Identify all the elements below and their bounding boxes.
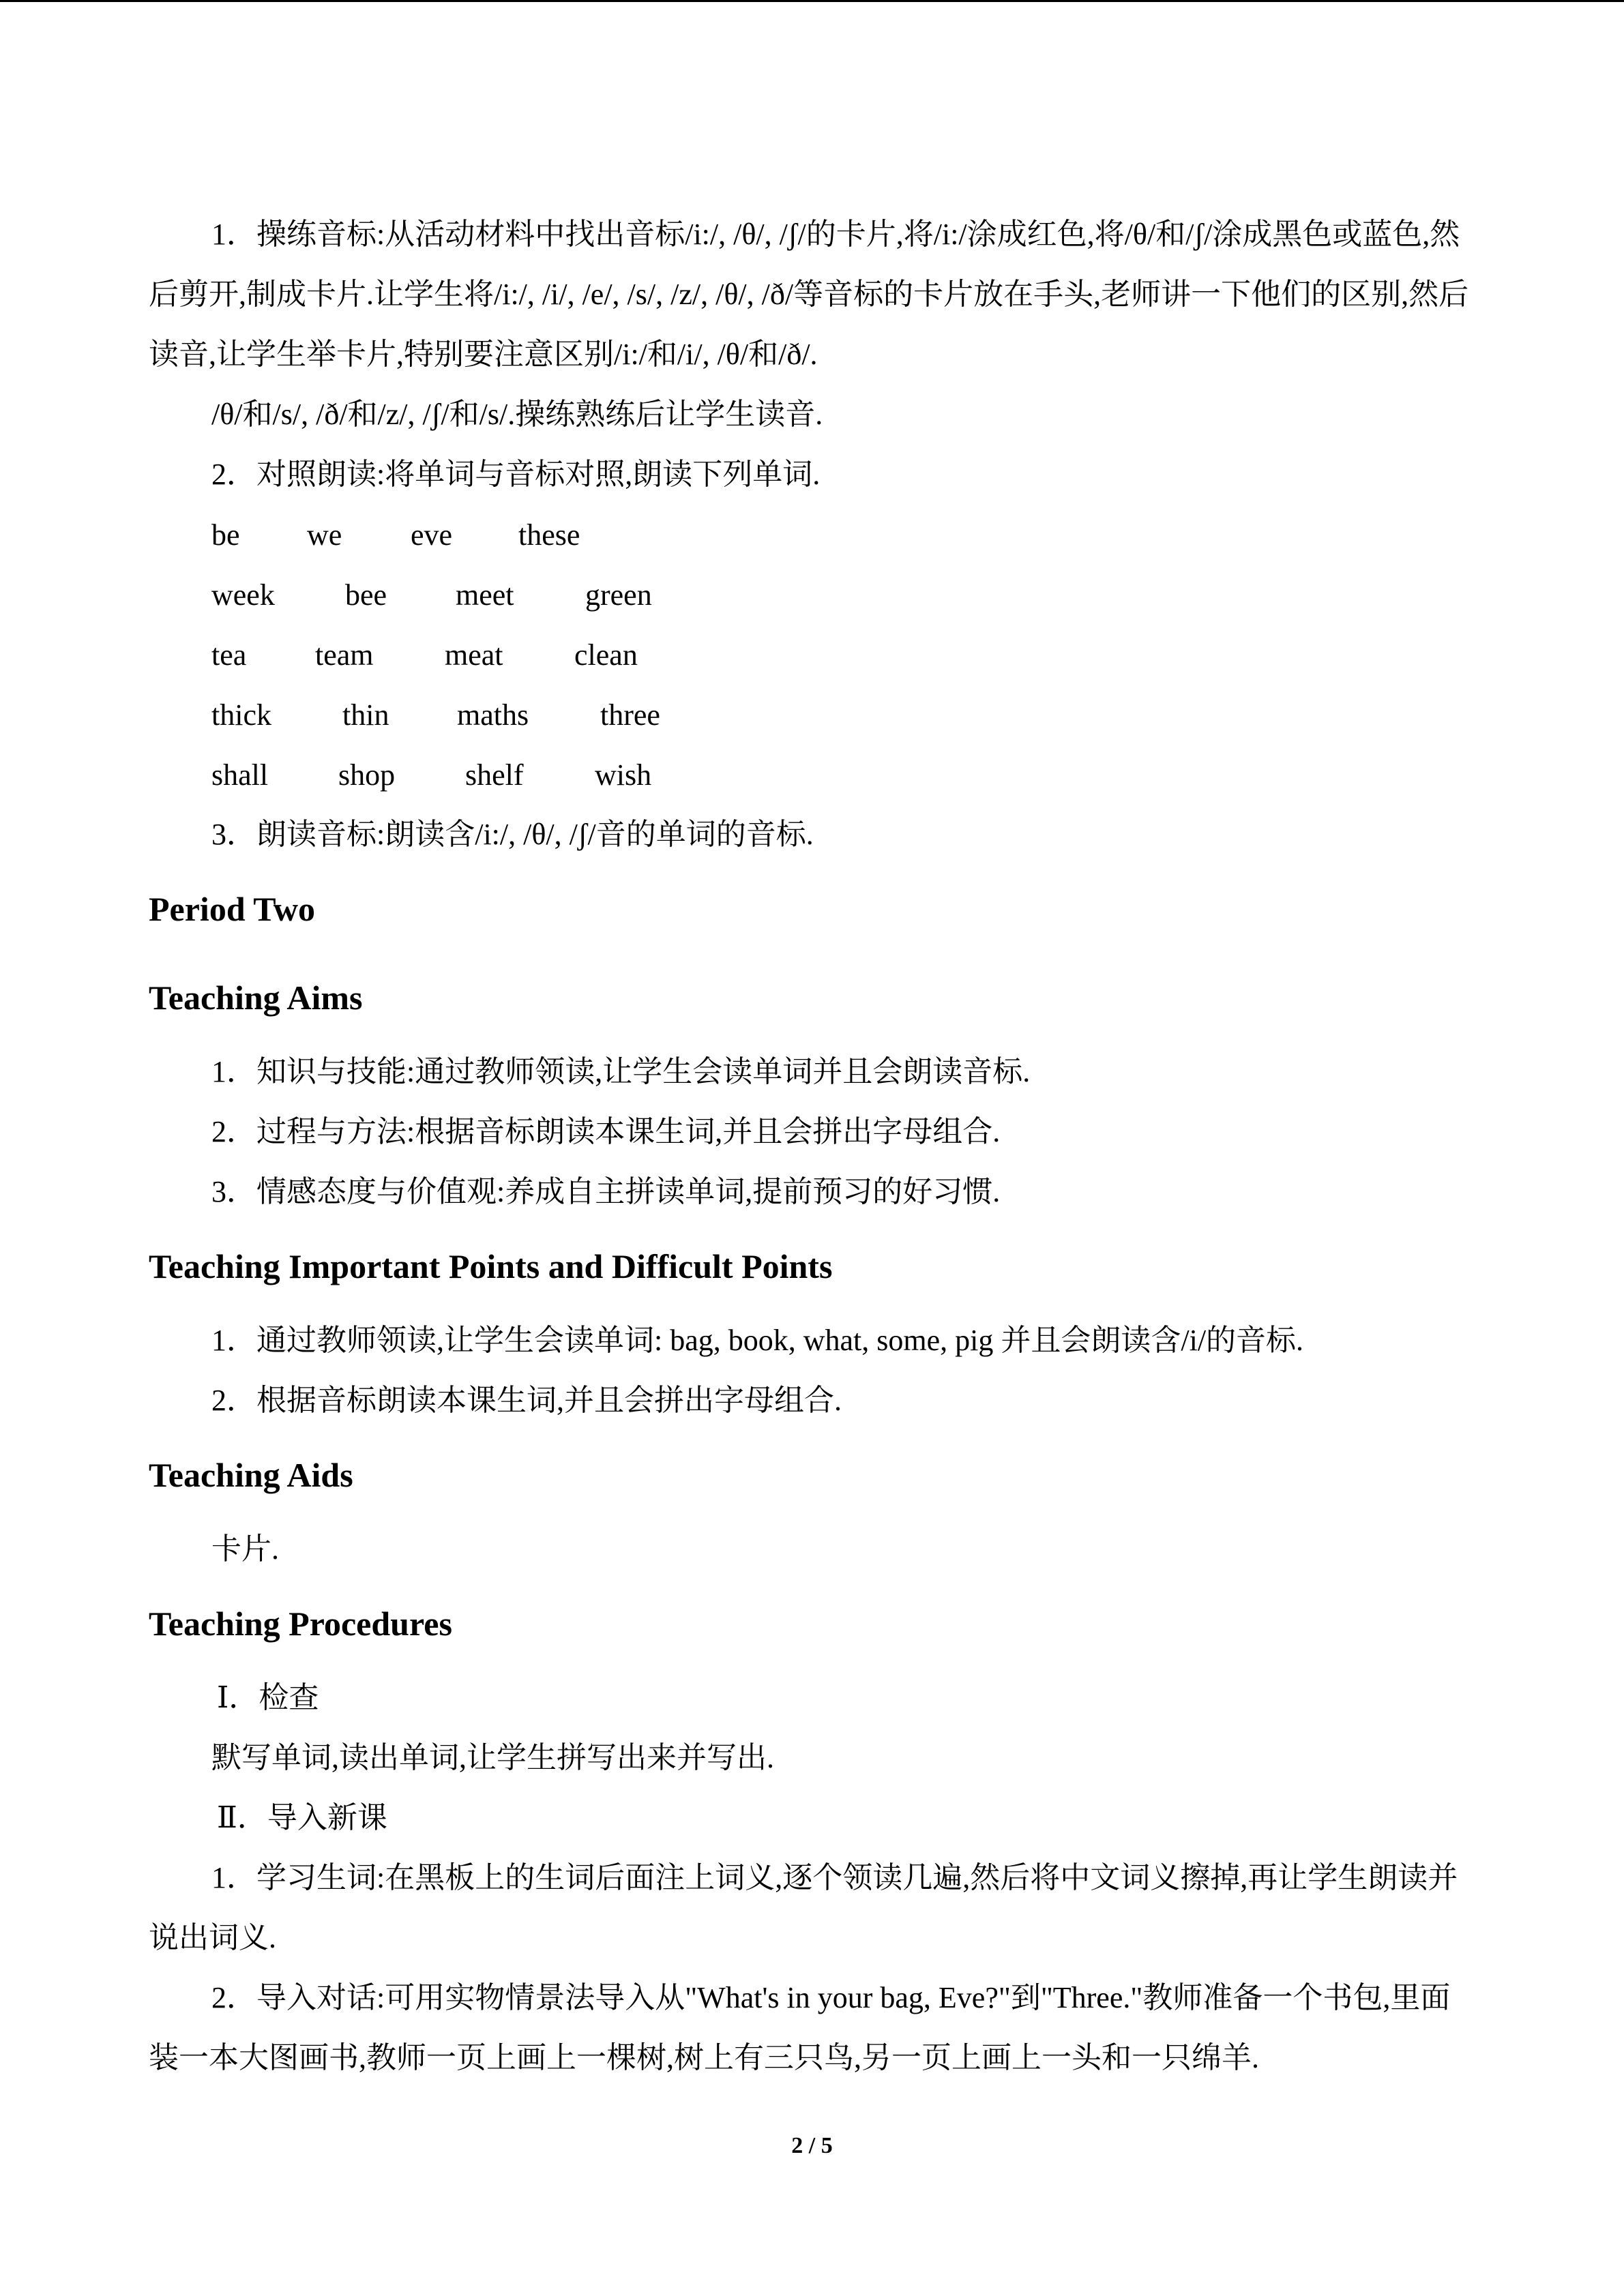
word: bee xyxy=(345,578,387,612)
word: be xyxy=(211,518,240,552)
word: green xyxy=(585,578,652,612)
word: meet xyxy=(456,578,514,612)
word: wish xyxy=(595,758,652,792)
word-row xyxy=(211,685,1475,745)
word: three xyxy=(600,698,660,732)
word: shelf xyxy=(465,758,524,792)
word-list xyxy=(149,505,1475,805)
aims-item-2: 2．过程与方法:根据音标朗读本课生词,并且会拼出字母组合. xyxy=(211,1115,1001,1148)
page-number: 2 / 5 xyxy=(791,2133,833,2158)
procedure-item-2: 2．导入对话:可用实物情景法导入从"What's in your bag, Eve?"到"Three."教师准备一个书包,里面装一本大图画书,教师一页上画上一棵树,树上有三只鸟,另一页上画上一头和一只绵羊. xyxy=(149,1981,1451,2074)
section1-item1-continued: /θ/和/s/, /ð/和/z/, /ʃ/和/s/.操练熟练后让学生读音. xyxy=(211,398,823,431)
word: meat xyxy=(445,638,503,672)
section1-item2: 2．对照朗读:将单词与音标对照,朗读下列单词. xyxy=(211,458,821,491)
aims-item-1: 1．知识与技能:通过教师领读,让学生会读单词并且会朗读音标. xyxy=(211,1055,1031,1088)
word: thick xyxy=(211,698,271,732)
aims-item-3: 3．情感态度与价值观:养成自主拼读单词,提前预习的好习惯. xyxy=(211,1175,1001,1208)
teaching-aids-heading: Teaching Aids xyxy=(149,1456,353,1494)
word: shop xyxy=(338,758,396,792)
step1-title: Ⅰ．检查 xyxy=(217,1681,319,1714)
period-two-heading: Period Two xyxy=(149,890,315,928)
word: thin xyxy=(342,698,389,732)
word: maths xyxy=(457,698,529,732)
teaching-aims-heading: Teaching Aims xyxy=(149,979,363,1017)
word-row xyxy=(211,625,1475,685)
document-page xyxy=(149,205,1475,2088)
word-row xyxy=(211,745,1475,805)
page-top-border xyxy=(0,0,1624,2)
points-item-2: 2．根据音标朗读本课生词,并且会拼出字母组合. xyxy=(211,1384,842,1417)
word: week xyxy=(211,578,275,612)
section1-item3: 3．朗读音标:朗读含/i:/, /θ/, /ʃ/音的单词的音标. xyxy=(211,818,814,851)
step1-text: 默写单词,读出单词,让学生拼写出来并写出. xyxy=(211,1741,774,1774)
word: eve xyxy=(411,518,453,552)
word: these xyxy=(518,518,580,552)
points-item-1: 1．通过教师领读,让学生会读单词: bag, book, what, some, pig 并且会朗读含/i/的音标. xyxy=(211,1324,1304,1357)
important-points-heading: Teaching Important Points and Difficult Points xyxy=(149,1247,833,1285)
word-row xyxy=(211,505,1475,565)
word: we xyxy=(307,518,342,552)
step2-title: Ⅱ．导入新课 xyxy=(217,1801,387,1834)
section1-item1: 1．操练音标:从活动材料中找出音标/i:/, /θ/, /ʃ/的卡片,将/i:/涂成红色,将/θ/和/ʃ/涂成黑色或蓝色,然后剪开,制成卡片.让学生将/i:/, /i/, /e/, /s/, /z/, /θ/, /ð/等音标的卡片放在手头,老师讲一下他们的区别,然后读音,让学生举卡片,特别要注意区别/i:/和/i/, /θ/和/ð/. xyxy=(149,218,1469,371)
word: shall xyxy=(211,758,269,792)
aids-text: 卡片. xyxy=(211,1532,279,1566)
word-row xyxy=(211,565,1475,625)
word: team xyxy=(315,638,374,672)
teaching-procedures-heading: Teaching Procedures xyxy=(149,1605,452,1643)
word: clean xyxy=(574,638,638,672)
procedure-item-1: 1．学习生词:在黑板上的生词后面注上词义,逐个领读几遍,然后将中文词义擦掉,再让学生朗读并说出词义. xyxy=(149,1861,1458,1954)
word: tea xyxy=(211,638,247,672)
